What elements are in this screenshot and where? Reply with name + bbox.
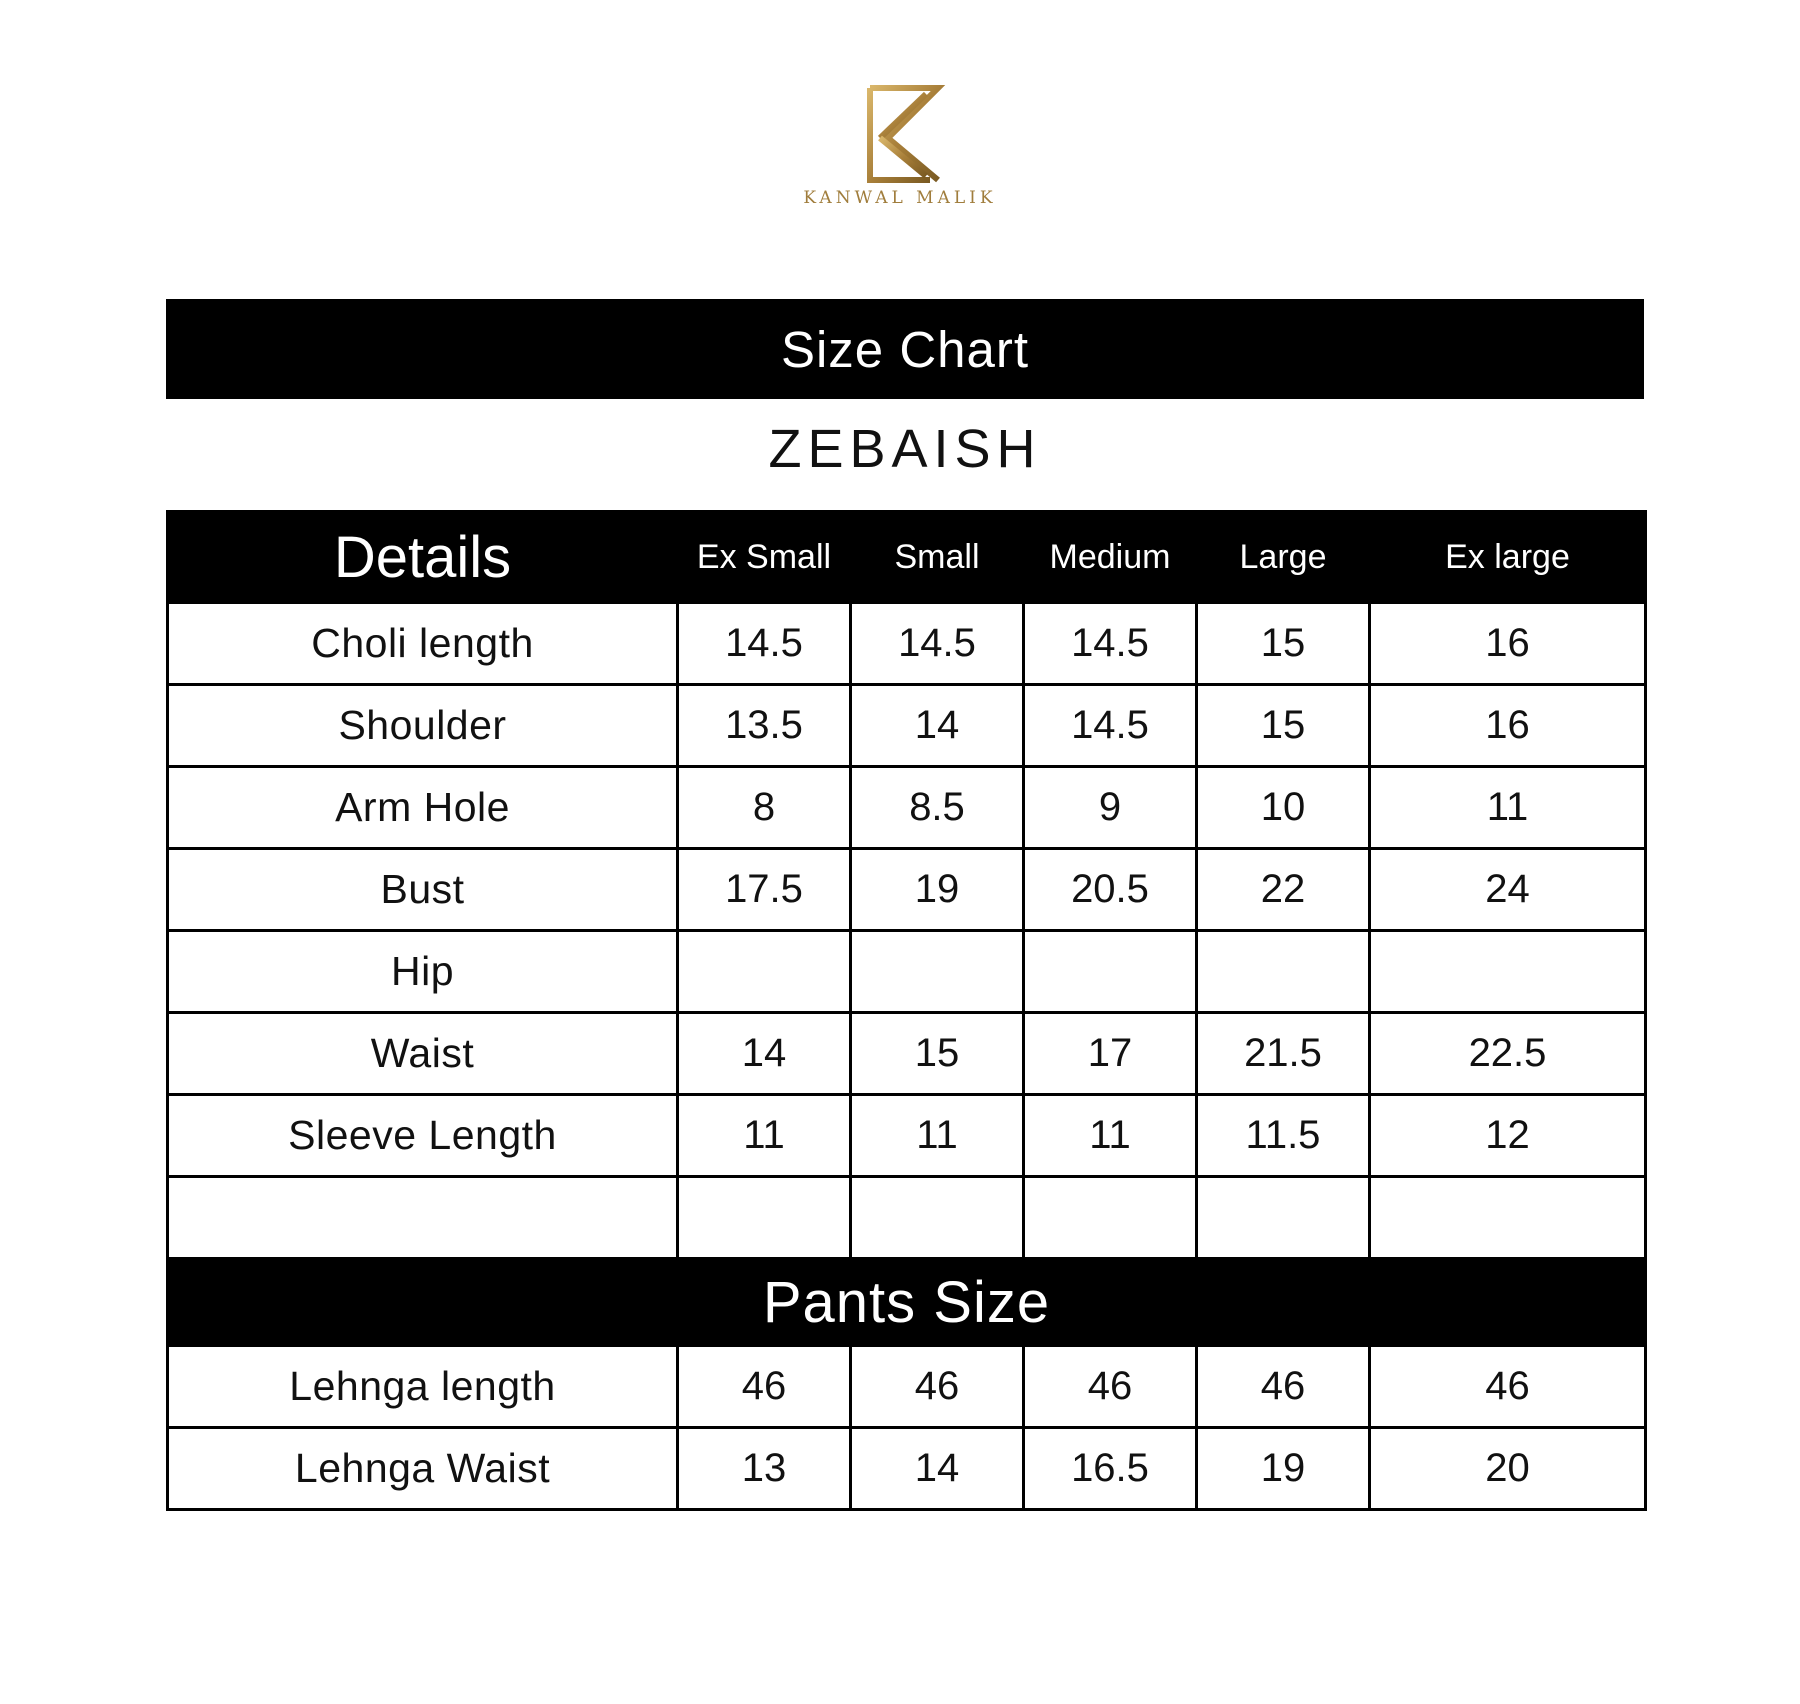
table-row xyxy=(168,849,1646,931)
table-row xyxy=(168,1013,1646,1095)
table-cell: 46 xyxy=(1197,1346,1370,1428)
table-cell: 11.5 xyxy=(1197,1095,1370,1177)
table-cell xyxy=(1370,931,1646,1013)
table-cell: 15 xyxy=(1197,603,1370,685)
table-cell: 13 xyxy=(678,1428,851,1510)
table-cell: 19 xyxy=(851,849,1024,931)
table-cell: 46 xyxy=(678,1346,851,1428)
table-row xyxy=(168,1095,1646,1177)
row-label: Sleeve Length xyxy=(168,1095,678,1177)
column-header-ex-large: Ex large xyxy=(1370,512,1646,603)
table-cell: 20 xyxy=(1370,1428,1646,1510)
table-cell: 11 xyxy=(678,1095,851,1177)
column-header-small: Small xyxy=(851,512,1024,603)
size-table xyxy=(166,510,1647,1511)
pants-section-header xyxy=(168,1259,1646,1346)
row-label: Waist xyxy=(168,1013,678,1095)
table-cell: 17 xyxy=(1024,1013,1197,1095)
table-cell: 17.5 xyxy=(678,849,851,931)
row-label: Lehnga length xyxy=(168,1346,678,1428)
table-cell: 14 xyxy=(678,1013,851,1095)
row-label: Arm Hole xyxy=(168,767,678,849)
table-cell: 46 xyxy=(1370,1346,1646,1428)
row-label: Bust xyxy=(168,849,678,931)
table-cell: 11 xyxy=(851,1095,1024,1177)
table-cell xyxy=(1197,1177,1370,1259)
page-title: Size Chart xyxy=(780,320,1030,378)
table-cell: 19 xyxy=(1197,1428,1370,1510)
table-cell: 14.5 xyxy=(1024,685,1197,767)
table-cell: 46 xyxy=(851,1346,1024,1428)
row-label xyxy=(168,1177,678,1259)
table-row xyxy=(168,1428,1646,1510)
table-cell xyxy=(851,1177,1024,1259)
table-header-row xyxy=(168,512,1646,603)
table-cell: 46 xyxy=(1024,1346,1197,1428)
table-row xyxy=(168,685,1646,767)
table-cell: 14.5 xyxy=(851,603,1024,685)
table-cell: 10 xyxy=(1197,767,1370,849)
table-cell: 14.5 xyxy=(678,603,851,685)
pants-section-title: Pants Size xyxy=(168,1259,1646,1346)
table-cell: 14 xyxy=(851,685,1024,767)
table-row xyxy=(168,767,1646,849)
table-cell: 11 xyxy=(1024,1095,1197,1177)
table-cell: 20.5 xyxy=(1024,849,1197,931)
row-label: Hip xyxy=(168,931,678,1013)
table-cell: 16 xyxy=(1370,603,1646,685)
table-cell xyxy=(851,931,1024,1013)
row-label: Lehnga Waist xyxy=(168,1428,678,1510)
table-cell: 12 xyxy=(1370,1095,1646,1177)
size-chart-title-bar xyxy=(166,299,1644,399)
table-row xyxy=(168,603,1646,685)
table-cell: 22 xyxy=(1197,849,1370,931)
row-label: Shoulder xyxy=(168,685,678,767)
table-cell: 13.5 xyxy=(678,685,851,767)
table-row-empty xyxy=(168,1177,1646,1259)
table-cell: 21.5 xyxy=(1197,1013,1370,1095)
table-row xyxy=(168,1346,1646,1428)
table-cell xyxy=(1370,1177,1646,1259)
table-cell: 14.5 xyxy=(1024,603,1197,685)
brand-name: KANWAL MALIK xyxy=(803,188,997,208)
table-cell: 8 xyxy=(678,767,851,849)
table-cell xyxy=(678,931,851,1013)
table-cell: 15 xyxy=(1197,685,1370,767)
table-cell: 16 xyxy=(1370,685,1646,767)
column-header-large: Large xyxy=(1197,512,1370,603)
table-cell: 15 xyxy=(851,1013,1024,1095)
km-monogram-logo-icon xyxy=(800,80,1000,188)
table-cell: 9 xyxy=(1024,767,1197,849)
row-label: Choli length xyxy=(168,603,678,685)
table-cell: 22.5 xyxy=(1370,1013,1646,1095)
table-cell xyxy=(1024,1177,1197,1259)
table-cell: 24 xyxy=(1370,849,1646,931)
table-row xyxy=(168,931,1646,1013)
collection-name: ZEBAISH xyxy=(768,419,1042,479)
table-cell: 14 xyxy=(851,1428,1024,1510)
table-cell: 11 xyxy=(1370,767,1646,849)
column-header-details: Details xyxy=(168,512,678,603)
column-header-ex-small: Ex Small xyxy=(678,512,851,603)
table-cell xyxy=(1197,931,1370,1013)
table-cell xyxy=(678,1177,851,1259)
brand-logo xyxy=(800,80,1000,220)
table-cell: 8.5 xyxy=(851,767,1024,849)
column-header-medium: Medium xyxy=(1024,512,1197,603)
table-cell xyxy=(1024,931,1197,1013)
table-cell: 16.5 xyxy=(1024,1428,1197,1510)
